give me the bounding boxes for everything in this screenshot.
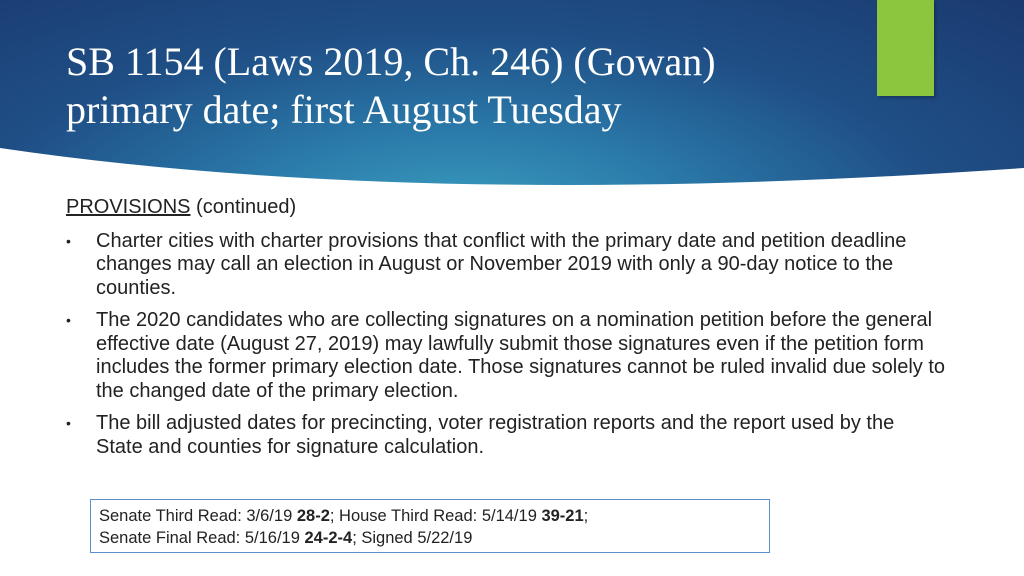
bullet-text: The 2020 candidates who are collecting signatures on a nomination petition before the general effective date (August 27, 2019) may lawfully submit those signatures even if the petition form includes the former primary election date. Those signatures cannot be ruled invalid due solely to the changed date of the primary election. — [96, 309, 945, 402]
bullet-marker: • — [66, 312, 71, 328]
slide-body — [66, 196, 946, 468]
house-third-read-vote: 39-21 — [541, 507, 584, 525]
title-line-2: primary date; first August Tuesday — [66, 87, 622, 132]
bullet-text: The bill adjusted dates for precincting, voter registration reports and the report used by the State and counties for signature calculation. — [96, 412, 895, 458]
provisions-label: PROVISIONS — [66, 196, 191, 218]
list-item — [66, 412, 946, 459]
provisions-list — [66, 230, 946, 460]
bullet-marker: • — [66, 232, 71, 249]
senate-third-read-vote: 28-2 — [296, 507, 330, 525]
title-line-1: SB 1154 (Laws 2019, Ch. 246) (Gowan) — [66, 39, 716, 84]
house-third-read-label: ; House Third Read: 5/14/19 — [329, 507, 542, 525]
slide-title — [66, 38, 866, 134]
list-item — [66, 230, 946, 301]
list-item — [66, 309, 946, 403]
senate-third-read-label: Senate Third Read: 3/6/19 — [99, 507, 297, 525]
continued-label: (continued) — [190, 196, 297, 218]
vote-summary-box — [90, 499, 770, 553]
separator: ; — [583, 507, 589, 525]
signed-date: ; Signed 5/22/19 — [352, 529, 473, 547]
provisions-subheading — [66, 196, 946, 220]
bullet-text: Charter cities with charter provisions that conflict with the primary date and petition deadline changes may call an election in August or November 2019 with only a 90-day notice to the counties. — [96, 229, 907, 299]
senate-final-read-vote: 24-2-4 — [304, 529, 353, 547]
senate-final-read-label: Senate Final Read: 5/16/19 — [99, 529, 305, 547]
bullet-marker: • — [66, 415, 71, 431]
accent-tab — [877, 0, 934, 96]
